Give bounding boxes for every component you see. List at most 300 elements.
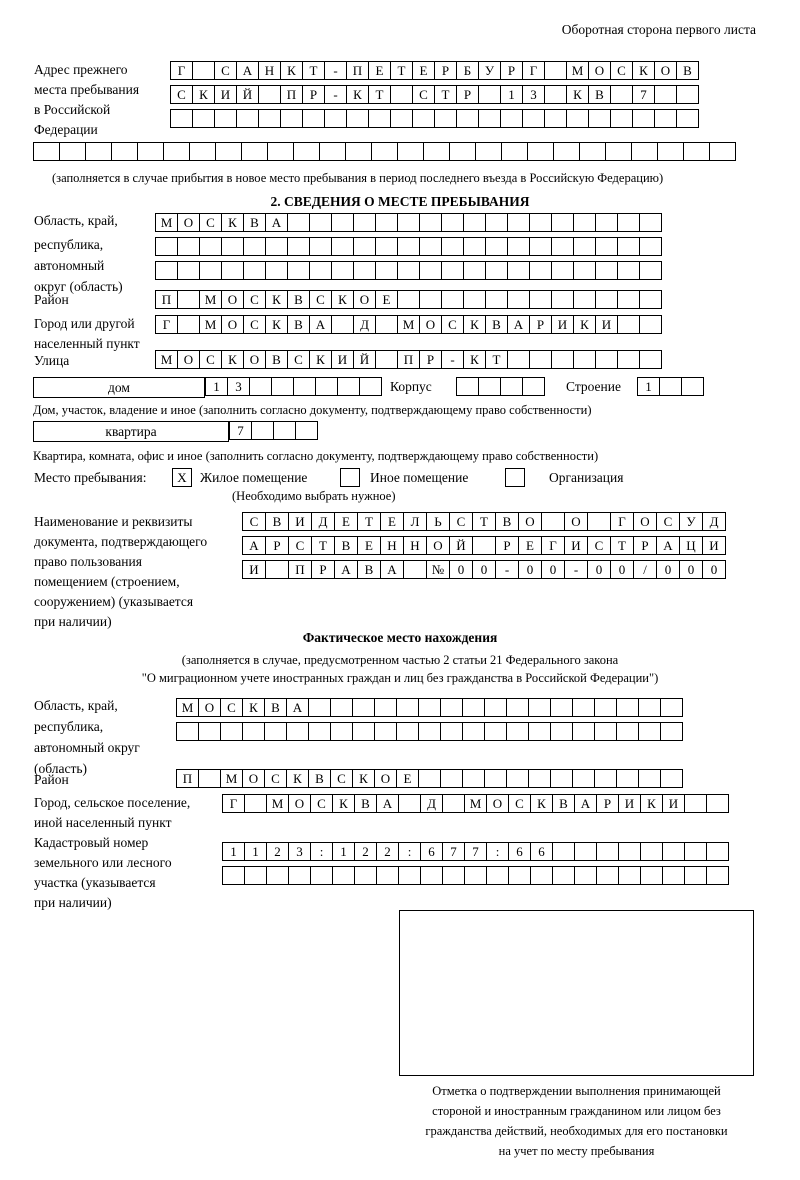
form-cell[interactable] [440,698,463,717]
form-cell[interactable] [617,290,640,309]
form-cell[interactable] [596,866,619,885]
form-cell[interactable]: 0 [610,560,634,579]
form-cell[interactable] [632,109,655,128]
form-cell[interactable] [222,866,245,885]
form-cell[interactable]: Е [368,61,391,80]
form-cell[interactable]: П [288,560,312,579]
form-cell[interactable]: - [441,350,464,369]
form-cell[interactable]: Е [412,61,435,80]
region-row-2[interactable] [155,237,661,256]
form-cell[interactable] [419,261,442,280]
form-cell[interactable] [660,698,683,717]
form-cell[interactable]: В [485,315,508,334]
form-cell[interactable]: К [280,61,303,80]
form-cell[interactable]: О [633,512,657,531]
document-row-1[interactable] [242,512,725,531]
form-cell[interactable] [617,350,640,369]
form-cell[interactable] [594,769,617,788]
form-cell[interactable]: О [353,290,376,309]
form-cell[interactable]: Н [258,61,281,80]
form-cell[interactable] [706,842,729,861]
form-cell[interactable] [528,698,551,717]
form-cell[interactable] [654,85,677,104]
form-cell[interactable] [419,213,442,232]
form-cell[interactable]: Д [353,315,376,334]
form-cell[interactable] [485,237,508,256]
form-cell[interactable]: О [518,512,542,531]
form-cell[interactable]: Л [403,512,427,531]
form-cell[interactable] [199,261,222,280]
form-cell[interactable]: Р [265,536,289,555]
form-cell[interactable] [33,142,60,161]
form-cell[interactable]: 2 [266,842,289,861]
form-cell[interactable] [352,722,375,741]
form-cell[interactable] [594,698,617,717]
form-cell[interactable]: К [265,315,288,334]
form-cell[interactable] [440,769,463,788]
form-cell[interactable]: К [573,315,596,334]
form-cell[interactable]: И [288,512,312,531]
form-cell[interactable] [170,109,193,128]
form-cell[interactable] [706,794,729,813]
form-cell[interactable] [423,142,450,161]
form-cell[interactable] [236,109,259,128]
form-cell[interactable]: С [220,698,243,717]
form-cell[interactable]: Е [357,536,381,555]
form-cell[interactable] [177,237,200,256]
form-cell[interactable] [244,794,267,813]
form-cell[interactable] [464,866,487,885]
prev-address-row-1[interactable] [170,61,698,80]
form-cell[interactable]: М [464,794,487,813]
city-row[interactable] [155,315,661,334]
form-cell[interactable]: У [679,512,703,531]
form-cell[interactable] [573,350,596,369]
form-cell[interactable]: О [198,698,221,717]
form-cell[interactable] [588,109,611,128]
form-cell[interactable] [478,377,501,396]
region-row-3[interactable] [155,261,661,280]
form-cell[interactable] [572,769,595,788]
form-cell[interactable]: / [633,560,657,579]
form-cell[interactable] [544,109,567,128]
al-region-row-2[interactable] [176,722,682,741]
form-cell[interactable]: К [242,698,265,717]
form-cell[interactable] [662,866,685,885]
form-cell[interactable] [177,290,200,309]
form-cell[interactable] [684,866,707,885]
form-cell[interactable]: Н [403,536,427,555]
form-cell[interactable] [155,261,178,280]
form-cell[interactable]: И [331,350,354,369]
form-cell[interactable]: 1 [222,842,245,861]
form-cell[interactable] [574,842,597,861]
form-cell[interactable] [267,142,294,161]
form-cell[interactable]: О [288,794,311,813]
form-cell[interactable]: А [574,794,597,813]
form-cell[interactable]: 6 [530,842,553,861]
form-cell[interactable] [331,237,354,256]
form-cell[interactable]: А [334,560,358,579]
form-cell[interactable]: А [376,794,399,813]
form-cell[interactable]: Т [311,536,335,555]
form-cell[interactable]: А [242,536,266,555]
form-cell[interactable]: К [192,85,215,104]
form-cell[interactable] [137,142,164,161]
form-cell[interactable] [587,512,611,531]
form-cell[interactable] [640,842,663,861]
form-cell[interactable]: Г [541,536,565,555]
form-cell[interactable] [595,213,618,232]
form-cell[interactable] [638,722,661,741]
form-cell[interactable]: Б [456,61,479,80]
form-cell[interactable] [449,142,476,161]
form-cell[interactable] [472,536,496,555]
form-cell[interactable] [500,109,523,128]
form-cell[interactable] [353,261,376,280]
form-cell[interactable] [507,237,530,256]
form-cell[interactable] [221,237,244,256]
form-cell[interactable]: 6 [420,842,443,861]
form-cell[interactable] [177,261,200,280]
form-cell[interactable]: С [288,536,312,555]
form-cell[interactable] [676,109,699,128]
form-cell[interactable] [251,421,274,440]
form-cell[interactable]: Г [222,794,245,813]
form-cell[interactable] [302,109,325,128]
form-cell[interactable] [331,213,354,232]
form-cell[interactable] [375,315,398,334]
form-cell[interactable] [376,866,399,885]
form-cell[interactable]: О [374,769,397,788]
form-cell[interactable] [683,142,710,161]
form-cell[interactable] [552,842,575,861]
form-cell[interactable] [243,261,266,280]
checkbox-organizatsiya[interactable] [505,468,525,487]
form-cell[interactable] [610,109,633,128]
form-cell[interactable]: К [463,350,486,369]
form-cell[interactable] [507,350,530,369]
form-cell[interactable] [242,722,265,741]
form-cell[interactable] [463,237,486,256]
form-cell[interactable] [359,377,382,396]
form-cell[interactable] [462,698,485,717]
form-cell[interactable]: С [587,536,611,555]
form-cell[interactable] [258,85,281,104]
form-cell[interactable]: 0 [518,560,542,579]
form-cell[interactable] [573,237,596,256]
form-cell[interactable] [442,866,465,885]
form-cell[interactable]: Е [334,512,358,531]
form-cell[interactable]: 0 [541,560,565,579]
form-cell[interactable] [530,866,553,885]
form-cell[interactable]: 0 [702,560,726,579]
form-cell[interactable] [441,237,464,256]
form-cell[interactable]: : [486,842,509,861]
form-cell[interactable] [176,722,199,741]
form-cell[interactable]: П [397,350,420,369]
form-cell[interactable] [478,85,501,104]
form-cell[interactable] [573,261,596,280]
form-cell[interactable]: 3 [288,842,311,861]
form-cell[interactable]: С [441,315,464,334]
form-cell[interactable]: Р [311,560,335,579]
form-cell[interactable]: Т [485,350,508,369]
form-cell[interactable] [221,261,244,280]
form-cell[interactable] [258,109,281,128]
form-cell[interactable]: О [654,61,677,80]
form-cell[interactable] [337,377,360,396]
form-cell[interactable] [441,213,464,232]
form-cell[interactable] [475,142,502,161]
form-cell[interactable]: М [199,290,222,309]
district-row[interactable] [155,290,661,309]
form-cell[interactable] [657,142,684,161]
form-cell[interactable]: 0 [449,560,473,579]
form-cell[interactable]: Т [357,512,381,531]
form-cell[interactable] [59,142,86,161]
form-cell[interactable]: С [287,350,310,369]
form-cell[interactable]: А [309,315,332,334]
form-cell[interactable]: С [264,769,287,788]
prev-address-row-2[interactable] [170,85,698,104]
form-cell[interactable]: А [265,213,288,232]
form-cell[interactable]: Г [155,315,178,334]
form-cell[interactable]: О [221,290,244,309]
form-cell[interactable] [330,698,353,717]
form-cell[interactable] [659,377,682,396]
form-cell[interactable] [463,261,486,280]
form-cell[interactable] [309,213,332,232]
form-cell[interactable] [553,142,580,161]
form-cell[interactable]: О [588,61,611,80]
form-cell[interactable]: С [449,512,473,531]
form-cell[interactable] [551,290,574,309]
al-district-row[interactable] [176,769,682,788]
form-cell[interactable] [541,512,565,531]
form-cell[interactable] [572,698,595,717]
form-cell[interactable] [639,350,662,369]
form-cell[interactable]: № [426,560,450,579]
form-cell[interactable]: Е [518,536,542,555]
form-cell[interactable]: Р [495,536,519,555]
form-cell[interactable]: В [552,794,575,813]
form-cell[interactable] [579,142,606,161]
form-cell[interactable]: Д [702,512,726,531]
form-cell[interactable]: : [310,842,333,861]
flat-cells[interactable] [229,421,317,440]
form-cell[interactable] [684,794,707,813]
form-cell[interactable] [529,290,552,309]
form-cell[interactable] [507,261,530,280]
form-cell[interactable] [215,142,242,161]
form-cell[interactable] [617,261,640,280]
korpus-cells[interactable] [456,377,544,396]
form-cell[interactable] [529,350,552,369]
form-cell[interactable] [706,866,729,885]
form-cell[interactable] [293,377,316,396]
form-cell[interactable] [309,261,332,280]
form-cell[interactable] [486,866,509,885]
cadastral-row-2[interactable] [222,866,728,885]
form-cell[interactable]: А [507,315,530,334]
form-cell[interactable]: Р [434,61,457,80]
form-cell[interactable] [397,237,420,256]
form-cell[interactable]: С [242,512,266,531]
form-cell[interactable] [374,698,397,717]
form-cell[interactable]: А [286,698,309,717]
form-cell[interactable]: П [176,769,199,788]
form-cell[interactable]: А [656,536,680,555]
form-cell[interactable] [527,142,554,161]
form-cell[interactable] [390,85,413,104]
stroenie-cells[interactable] [637,377,703,396]
form-cell[interactable]: Д [420,794,443,813]
form-cell[interactable]: М [566,61,589,80]
form-cell[interactable]: Р [633,536,657,555]
form-cell[interactable] [220,722,243,741]
form-cell[interactable] [214,109,237,128]
form-cell[interactable] [551,261,574,280]
form-cell[interactable]: И [662,794,685,813]
form-cell[interactable]: - [324,85,347,104]
form-cell[interactable] [617,213,640,232]
form-cell[interactable]: И [702,536,726,555]
form-cell[interactable]: С [330,769,353,788]
form-cell[interactable]: Т [610,536,634,555]
form-cell[interactable] [353,213,376,232]
form-cell[interactable] [484,769,507,788]
form-cell[interactable]: П [155,290,178,309]
form-cell[interactable] [375,261,398,280]
form-cell[interactable]: О [419,315,442,334]
form-cell[interactable] [617,315,640,334]
form-cell[interactable] [506,698,529,717]
form-cell[interactable]: Ь [426,512,450,531]
form-cell[interactable]: О [177,213,200,232]
form-cell[interactable] [550,722,573,741]
form-cell[interactable] [529,237,552,256]
form-cell[interactable] [610,85,633,104]
form-cell[interactable]: Е [375,290,398,309]
form-cell[interactable] [332,866,355,885]
form-cell[interactable] [639,261,662,280]
form-cell[interactable]: И [595,315,618,334]
form-cell[interactable] [396,722,419,741]
form-cell[interactable]: 0 [679,560,703,579]
form-cell[interactable]: П [346,61,369,80]
form-cell[interactable] [249,377,272,396]
form-cell[interactable] [397,261,420,280]
form-cell[interactable] [506,722,529,741]
form-cell[interactable]: К [265,290,288,309]
form-cell[interactable] [155,237,178,256]
form-cell[interactable]: К [632,61,655,80]
form-cell[interactable] [330,722,353,741]
form-cell[interactable] [310,866,333,885]
checkbox-inoe[interactable] [340,468,360,487]
form-cell[interactable] [595,237,618,256]
form-cell[interactable]: К [331,290,354,309]
form-cell[interactable] [662,842,685,861]
form-cell[interactable] [287,261,310,280]
form-cell[interactable]: Й [449,536,473,555]
form-cell[interactable]: С [243,290,266,309]
form-cell[interactable] [552,866,575,885]
form-cell[interactable]: 1 [332,842,355,861]
form-cell[interactable] [596,842,619,861]
form-cell[interactable] [594,722,617,741]
form-cell[interactable] [484,722,507,741]
form-cell[interactable] [390,109,413,128]
form-cell[interactable]: К [640,794,663,813]
form-cell[interactable] [595,350,618,369]
form-cell[interactable]: 0 [472,560,496,579]
form-cell[interactable]: К [332,794,355,813]
form-cell[interactable] [177,315,200,334]
form-cell[interactable]: И [242,560,266,579]
form-cell[interactable] [616,769,639,788]
form-cell[interactable] [456,377,479,396]
form-cell[interactable] [484,698,507,717]
form-cell[interactable] [501,142,528,161]
form-cell[interactable]: Р [302,85,325,104]
form-cell[interactable] [631,142,658,161]
form-cell[interactable] [418,722,441,741]
form-cell[interactable]: М [155,213,178,232]
form-cell[interactable]: А [380,560,404,579]
form-cell[interactable] [522,377,545,396]
form-cell[interactable]: О [426,536,450,555]
form-cell[interactable]: - [564,560,588,579]
form-cell[interactable] [440,722,463,741]
form-cell[interactable]: М [155,350,178,369]
form-cell[interactable] [573,290,596,309]
form-cell[interactable] [266,866,289,885]
form-cell[interactable]: В [354,794,377,813]
form-cell[interactable] [375,237,398,256]
form-cell[interactable] [273,421,296,440]
form-cell[interactable] [265,237,288,256]
al-region-row-1[interactable] [176,698,682,717]
form-cell[interactable]: С [309,290,332,309]
form-cell[interactable] [354,866,377,885]
form-cell[interactable] [551,213,574,232]
form-cell[interactable]: М [266,794,289,813]
form-cell[interactable]: Р [596,794,619,813]
form-cell[interactable] [295,421,318,440]
form-cell[interactable] [368,109,391,128]
form-cell[interactable]: М [199,315,222,334]
checkbox-zhiloe[interactable]: X [172,468,192,487]
form-cell[interactable] [684,842,707,861]
form-cell[interactable] [529,213,552,232]
form-cell[interactable] [412,109,435,128]
form-cell[interactable] [420,866,443,885]
form-cell[interactable]: О [243,350,266,369]
stamp-box[interactable] [399,910,754,1076]
form-cell[interactable] [617,237,640,256]
form-cell[interactable]: В [264,698,287,717]
form-cell[interactable]: А [236,61,259,80]
form-cell[interactable] [681,377,704,396]
form-cell[interactable]: К [530,794,553,813]
form-cell[interactable]: П [280,85,303,104]
form-cell[interactable] [616,698,639,717]
form-cell[interactable] [397,213,420,232]
form-cell[interactable]: В [287,315,310,334]
al-city-row[interactable] [222,794,728,813]
